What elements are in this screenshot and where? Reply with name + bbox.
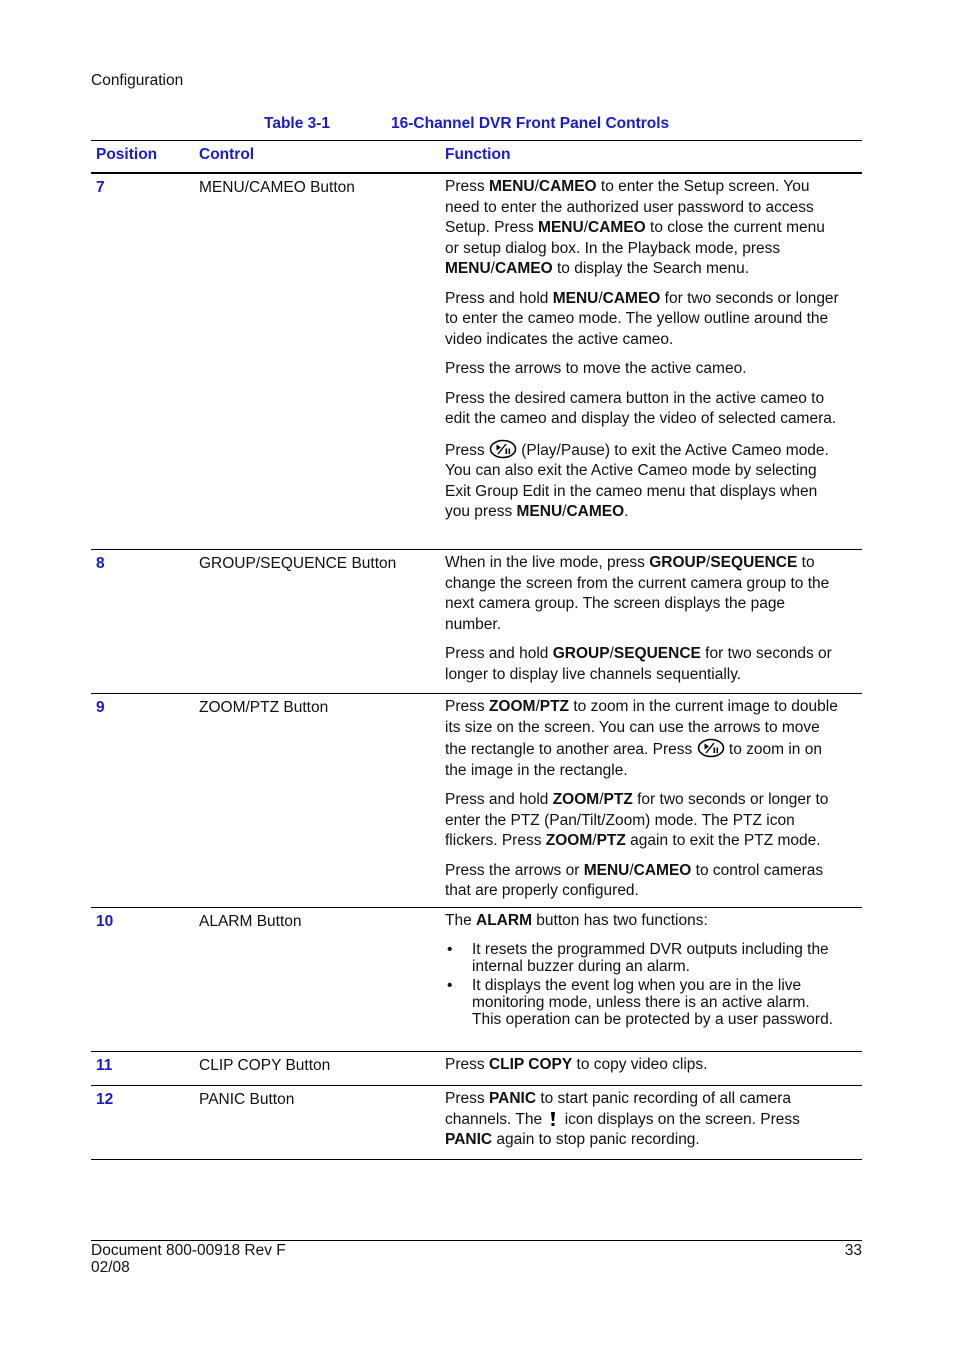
function-paragraph: Press and hold ZOOM/PTZ for two seconds or longer to enter the PTZ (Pan/Tilt/Zoom) mode. The PTZ icon flickers. Press ZOOM/PTZ again to exit the PTZ mode. (445, 791, 829, 849)
row-position: 8 (96, 555, 105, 572)
function-paragraph: Press the arrows to move the active cameo. (445, 360, 747, 377)
table-row (91, 1052, 862, 1086)
row-position: 9 (96, 699, 105, 716)
table-number: Table 3-1 (264, 115, 331, 132)
function-bullet-item: • It resets the programmed DVR outputs including the internal buzzer during an alarm. (447, 940, 829, 975)
row-position: 10 (96, 913, 114, 930)
row-position: 12 (96, 1091, 114, 1108)
row-control: GROUP/SEQUENCE Button (199, 555, 397, 572)
play-pause-icon (697, 738, 725, 758)
row-function (445, 694, 841, 908)
function-paragraph: The ALARM button has two functions: (445, 912, 708, 929)
row-function (445, 1086, 841, 1157)
row-control: PANIC Button (199, 1091, 295, 1108)
row-function (445, 174, 841, 529)
function-bullet-list (445, 941, 841, 1028)
function-paragraph: Press PANIC to start panic recording of all camera channels. The icon displays on the screen. Press PANIC again to stop panic recording. (445, 1090, 800, 1148)
row-function (445, 1052, 841, 1082)
table-row (91, 550, 862, 694)
function-paragraph: Press CLIP COPY to copy video clips. (445, 1056, 708, 1073)
function-paragraph: Press MENU/CAMEO to enter the Setup screen. You need to enter the authorized user password to access Setup. Press MENU/CAMEO to close the current menu or setup dialog box. In the Playback mode, press MENU/CAMEO to display the Search menu. (445, 178, 825, 277)
footer-document-info (91, 1242, 286, 1276)
table-title: 16-Channel DVR Front Panel Controls (391, 115, 670, 132)
page-number: 33 (844, 1242, 862, 1259)
row-function (445, 550, 841, 691)
row-position: 11 (96, 1057, 113, 1074)
row-control: MENU/CAMEO Button (199, 179, 355, 196)
function-paragraph: Press the desired camera button in the active cameo to edit the cameo and display the video of selected camera. (445, 389, 837, 427)
row-position: 7 (96, 179, 105, 196)
function-paragraph: Press ZOOM/PTZ to zoom in the current image to double its size on the screen. You can use the arrows to move the rectangle to another area. Press to zoom in on the image in the rectangle. (445, 698, 838, 779)
footer-rule (91, 1240, 862, 1241)
table-row (91, 908, 862, 1052)
function-bullet-item: • It displays the event log when you are in the live monitoring mode, unless there is an active alarm. This operation can be protected by a user password. (447, 976, 834, 1028)
function-paragraph: Press (Play/Pause) to exit the Active Cameo mode. You can also exit the Active Cameo mode by selecting Exit Group Edit in the cameo menu that displays when you press MENU/CAMEO. (445, 439, 841, 523)
section-header: Configuration (91, 72, 184, 89)
function-paragraph: When in the live mode, press GROUP/SEQUENCE to change the screen from the current camera group to the next camera group. The screen displays the page number. (445, 554, 830, 633)
column-header-control: Control (199, 146, 255, 163)
row-control: ALARM Button (199, 913, 302, 930)
document-number: Document 800-00918 Rev F (91, 1242, 286, 1259)
play-pause-icon (489, 439, 517, 459)
bullet-mark: • (447, 976, 453, 994)
table-row (91, 694, 862, 908)
column-header-function: Function (445, 146, 511, 163)
row-function (445, 908, 841, 1036)
panic-icon (546, 1110, 560, 1128)
table-header (91, 141, 862, 174)
row-control: ZOOM/PTZ Button (199, 699, 329, 716)
function-paragraph: Press and hold GROUP/SEQUENCE for two seconds or longer to display live channels sequentially. (445, 645, 832, 683)
table-body (91, 174, 862, 1160)
column-header-position: Position (96, 146, 158, 163)
function-paragraph: Press the arrows or MENU/CAMEO to control cameras that are properly configured. (445, 861, 824, 899)
row-control: CLIP COPY Button (199, 1057, 331, 1074)
bullet-mark: • (447, 940, 453, 958)
table-row (91, 1086, 862, 1160)
function-paragraph: Press and hold MENU/CAMEO for two seconds or longer to enter the cameo mode. The yellow outline around the video indicates the active cameo. (445, 289, 839, 348)
document-date: 02/08 (91, 1259, 130, 1276)
table-row (91, 174, 862, 550)
